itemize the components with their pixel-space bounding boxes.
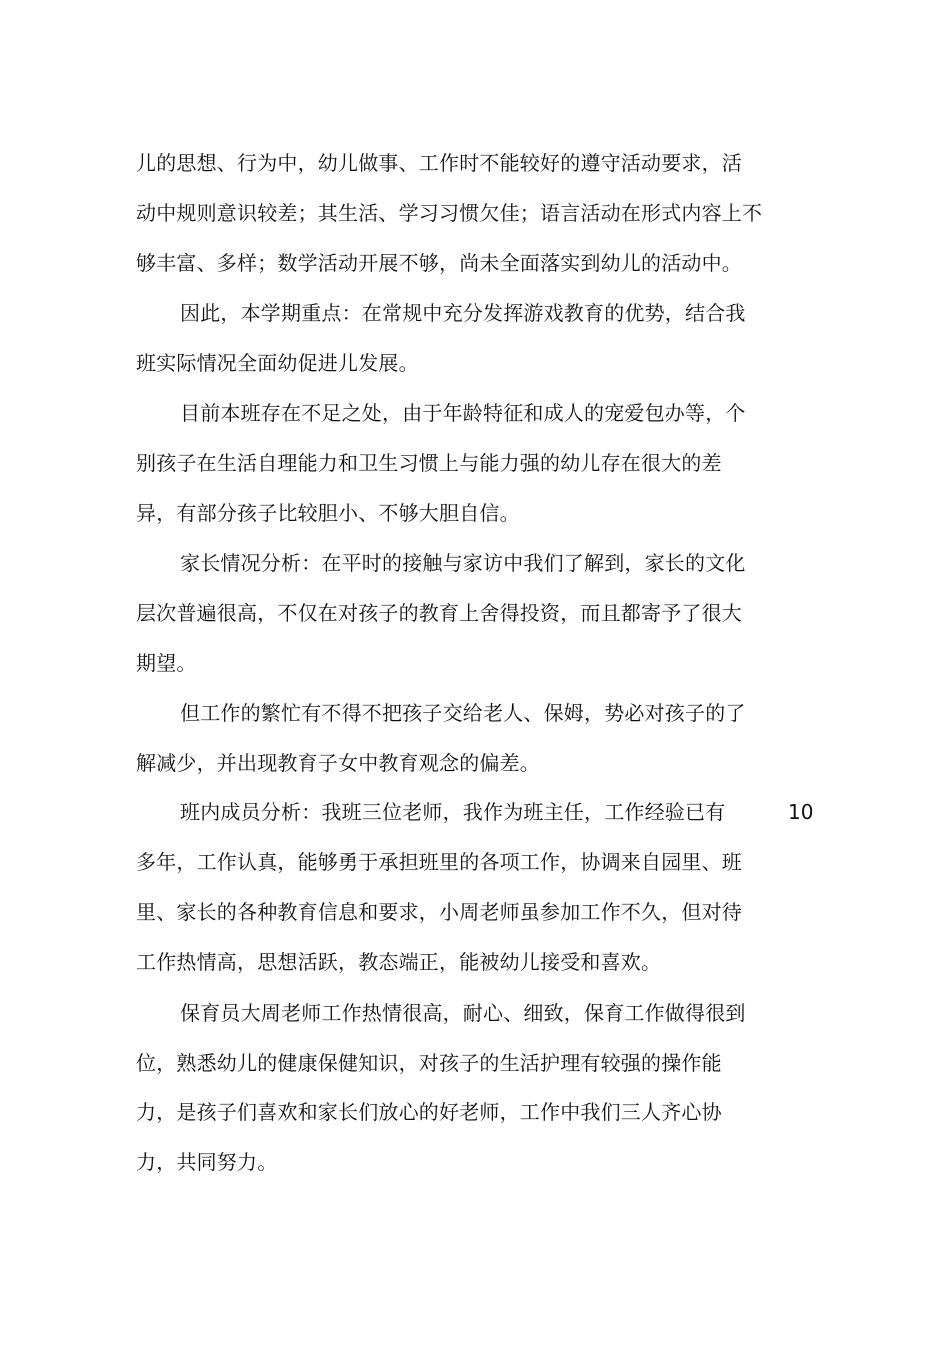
text-line: 多年，工作认真，能够勇于承担班里的各项工作，协调来自园里、班 <box>136 850 742 874</box>
text-line: 儿的思想、行为中，幼儿做事、工作时不能较好的遵守活动要求，活 <box>136 151 742 175</box>
text-line: 班实际情况全面幼促进儿发展。 <box>136 351 419 375</box>
paragraph-start-line: 班内成员分析：我班三位老师，我作为班主任，工作经验已有 <box>180 800 726 824</box>
text-line: 位，熟悉幼儿的健康保健知识，对孩子的生活护理有较强的操作能 <box>136 1051 722 1075</box>
paragraph-start-line: 家长情况分析：在平时的接触与家访中我们了解到，家长的文化 <box>180 551 746 575</box>
text-line: 够丰富、多样；数学活动开展不够，尚未全面落实到幼儿的活动中。 <box>136 251 742 275</box>
text-line: 工作热情高，思想活跃，教态端正，能被幼儿接受和喜欢。 <box>136 950 662 974</box>
text-line: 异，有部分孩子比较胆小、不够大胆自信。 <box>136 501 520 525</box>
text-line: 层次普遍很高，不仅在对孩子的教育上舍得投资，而且都寄予了很大 <box>136 601 742 625</box>
text-line: 力，共同努力。 <box>136 1150 278 1174</box>
text-line: 期望。 <box>136 651 197 675</box>
text-line: 别孩子在生活自理能力和卫生习惯上与能力强的幼儿存在很大的差 <box>136 451 722 475</box>
text-line: 动中规则意识较差；其生活、学习习惯欠佳；语言活动在形式内容上不 <box>136 201 763 225</box>
paragraph-start-line: 但工作的繁忙有不得不把孩子交给老人、保姆，势必对孩子的了 <box>180 701 746 725</box>
page-number: 10 <box>788 800 814 824</box>
text-line: 里、家长的各种教育信息和要求，小周老师虽参加工作不久，但对待 <box>136 900 742 924</box>
paragraph-start-line: 目前本班存在不足之处，由于年龄特征和成人的宠爱包办等，个 <box>180 401 746 425</box>
text-line: 解减少，并出现教育子女中教育观念的偏差。 <box>136 751 540 775</box>
paragraph-start-line: 保育员大周老师工作热情很高，耐心、细致，保育工作做得很到 <box>180 1001 746 1025</box>
paragraph-start-line: 因此，本学期重点：在常规中充分发挥游戏教育的优势，结合我 <box>180 301 746 325</box>
text-line: 力，是孩子们喜欢和家长们放心的好老师，工作中我们三人齐心协 <box>136 1100 722 1124</box>
